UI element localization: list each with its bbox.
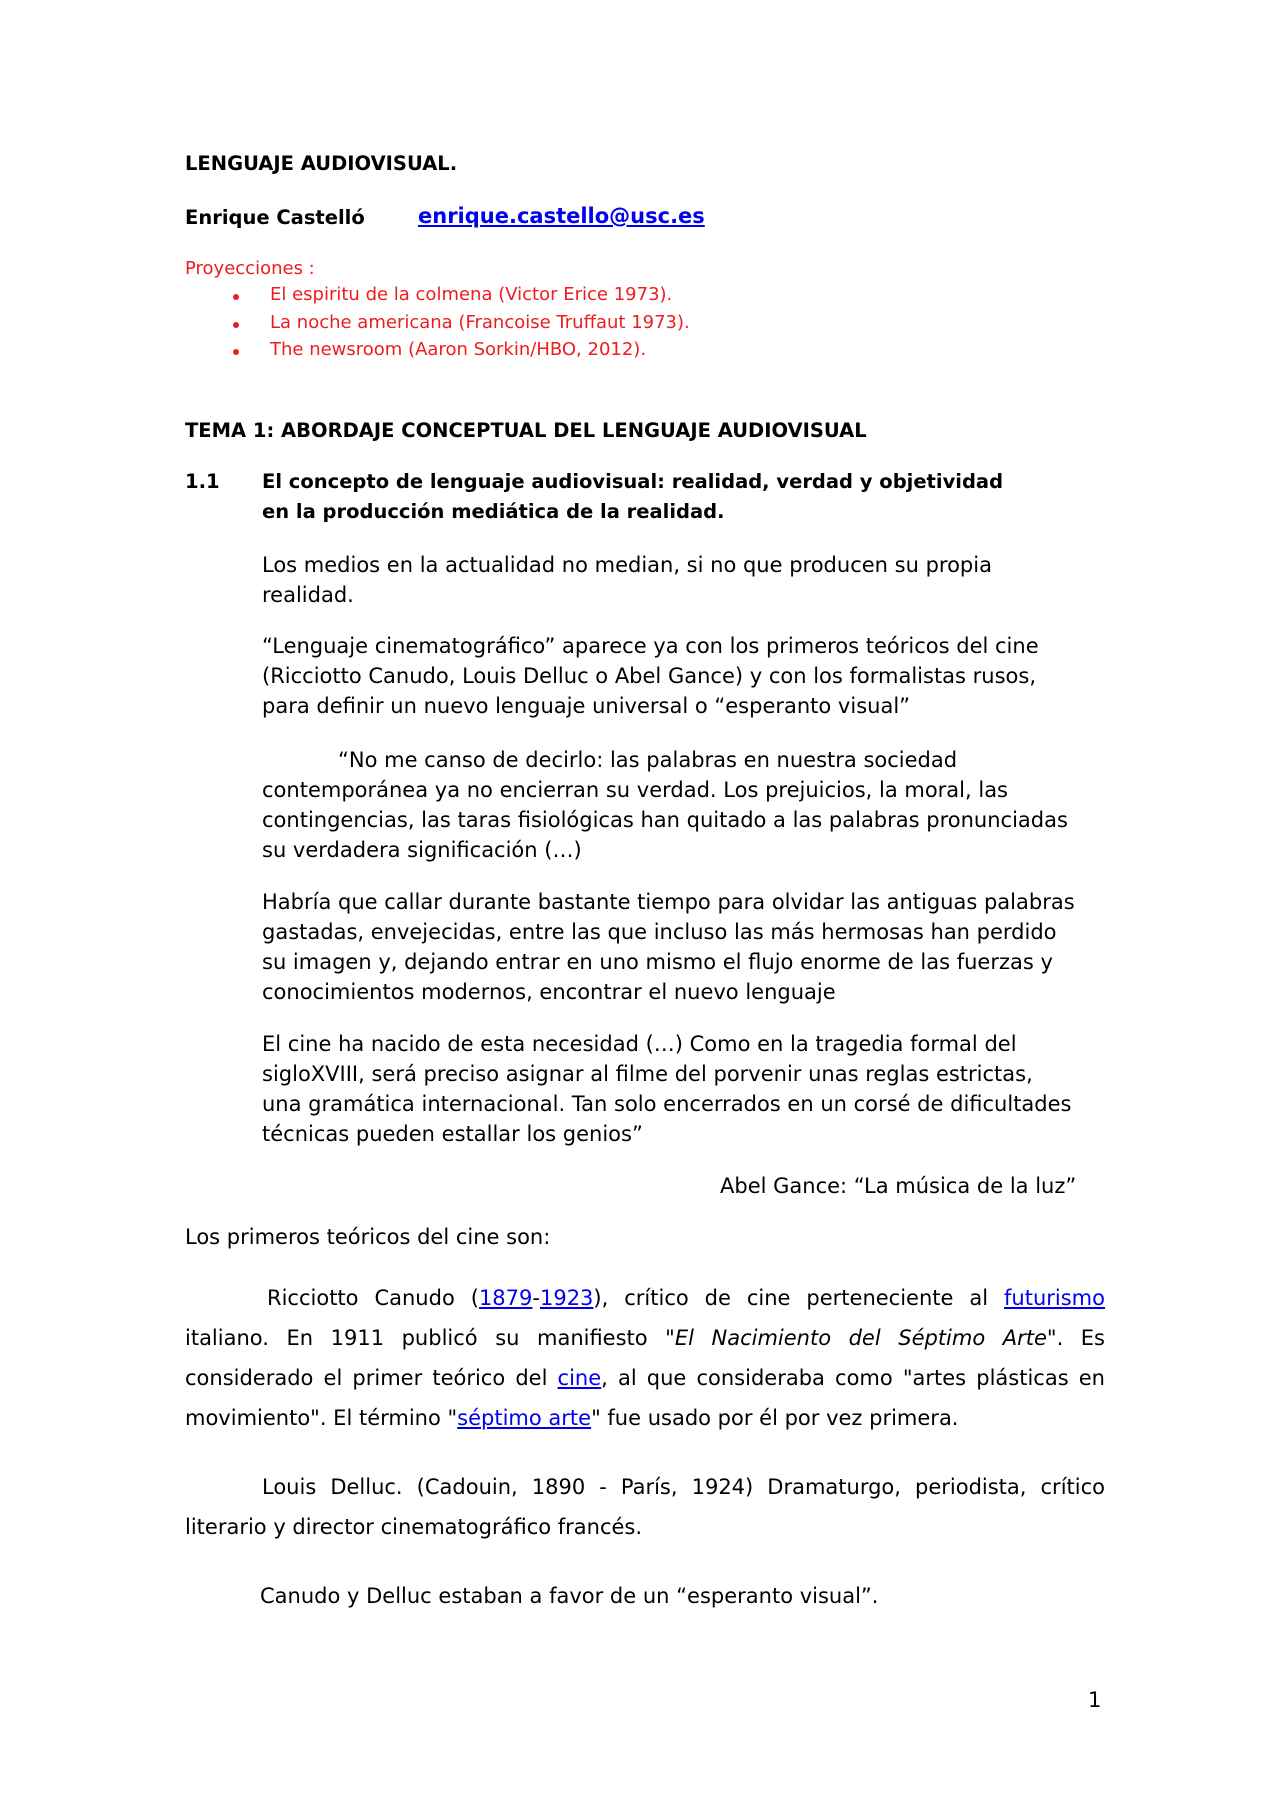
paragraph-line: “Lenguaje cinematográfico” aparece ya con los primeros teóricos del cine — [262, 634, 1039, 658]
quote-line: sigloXVIII, será preciso asignar al filme del porvenir unas reglas estrictas, — [262, 1062, 1033, 1086]
canudo-text: " fue usado por él por vez primera. — [591, 1406, 959, 1430]
quote-line: una gramática internacional. Tan solo encerrados en un corsé de dificultades — [262, 1092, 1072, 1116]
delluc-paragraph — [185, 1467, 1105, 1547]
quote-line: Habría que callar durante bastante tiempo para olvidar las antiguas palabras — [262, 890, 1075, 914]
quote-line: “No me canso de decirlo: las palabras en nuestra sociedad — [338, 748, 958, 772]
paragraph-line: (Ricciotto Canudo, Louis Delluc o Abel Gance) y con los formalistas rusos, — [262, 664, 1037, 688]
quote-attribution: Abel Gance: “La música de la luz” — [720, 1174, 1077, 1198]
canudo-dash: - — [532, 1286, 540, 1310]
cine-link[interactable]: cine — [557, 1366, 602, 1390]
canudo-text: considerado el primer teórico del — [185, 1366, 558, 1390]
delluc-line: Louis Delluc. (Cadouin, 1890 - París, 1924) Dramaturgo, periodista, crítico — [262, 1475, 1105, 1499]
canudo-text: italiano. En 1911 publicó su manifiesto " — [185, 1326, 675, 1350]
bullet-icon — [233, 322, 239, 328]
section-title-line: en la producción mediática de la realidad. — [262, 500, 725, 523]
paragraph-line: realidad. — [262, 583, 354, 607]
canudo-text: ), crítico de cine perteneciente al — [593, 1286, 1005, 1310]
paragraph-line: para definir un nuevo lenguaje universal o “esperanto visual” — [262, 694, 911, 718]
quote-line: contingencias, las taras fisiológicas han quitado a las palabras pronunciadas — [262, 808, 1068, 832]
quote-line: conocimientos modernos, encontrar el nuevo lenguaje — [262, 980, 836, 1004]
doc-title: LENGUAJE AUDIOVISUAL. — [185, 152, 458, 175]
paragraph-line: Los medios en la actualidad no median, si no que producen su propia — [262, 553, 992, 577]
quote-line: su verdadera significación (…) — [262, 838, 582, 862]
proyeccion-item: La noche americana (Francoise Truffaut 1973). — [270, 312, 690, 333]
closing-sentence: Canudo y Delluc estaban a favor de un “esperanto visual”. — [260, 1584, 879, 1608]
manifesto-title: El Nacimiento del Séptimo Arte — [674, 1326, 1047, 1350]
quote-line: su imagen y, dejando entrar en uno mismo el flujo enorme de las fuerzas y — [262, 950, 1053, 974]
quote-line: contemporánea ya no encierran su verdad. Los prejuicios, la moral, las — [262, 778, 1009, 802]
canudo-text: movimiento". El término " — [185, 1406, 458, 1430]
bullet-icon — [233, 294, 239, 300]
futurismo-link[interactable]: futurismo — [1004, 1286, 1105, 1310]
canudo-text: Ricciotto Canudo ( — [267, 1286, 479, 1310]
quote-line: El cine ha nacido de esta necesidad (…) Como en la tragedia formal del — [262, 1032, 1017, 1056]
quote-line: gastadas, envejecidas, entre las que incluso las más hermosas han perdido — [262, 920, 1057, 944]
section-number: 1.1 — [185, 470, 220, 493]
canudo-line — [185, 1398, 1105, 1438]
septimo-arte-link[interactable]: séptimo arte — [457, 1406, 592, 1430]
canudo-text: ". Es — [1046, 1326, 1105, 1350]
proyecciones-label: Proyecciones : — [185, 258, 315, 279]
canudo-line — [185, 1318, 1105, 1358]
bullet-icon — [233, 349, 239, 355]
canudo-paragraph — [185, 1278, 1105, 1438]
quote-line: técnicas pueden estallar los genios” — [262, 1122, 643, 1146]
canudo-line — [185, 1278, 1105, 1318]
delluc-line: literario y director cinematográfico francés. — [185, 1515, 643, 1539]
proyeccion-item: The newsroom (Aaron Sorkin/HBO, 2012). — [270, 339, 647, 360]
author-email-link[interactable]: enrique.castello@usc.es — [418, 204, 705, 228]
page-number: 1 — [1088, 1688, 1102, 1712]
year-1923-link[interactable]: 1923 — [539, 1286, 594, 1310]
author-name: Enrique Castelló — [185, 206, 365, 229]
proyeccion-item: El espiritu de la colmena (Victor Erice 1973). — [270, 284, 673, 305]
canudo-text: , al que consideraba como "artes plásticas en — [601, 1366, 1105, 1390]
year-1879-link[interactable]: 1879 — [478, 1286, 533, 1310]
tema-heading: TEMA 1: ABORDAJE CONCEPTUAL DEL LENGUAJE AUDIOVISUAL — [185, 419, 867, 442]
canudo-line — [185, 1358, 1105, 1398]
section-title-line: El concepto de lenguaje audiovisual: realidad, verdad y objetividad — [262, 470, 1004, 493]
theorists-intro: Los primeros teóricos del cine son: — [185, 1225, 551, 1249]
